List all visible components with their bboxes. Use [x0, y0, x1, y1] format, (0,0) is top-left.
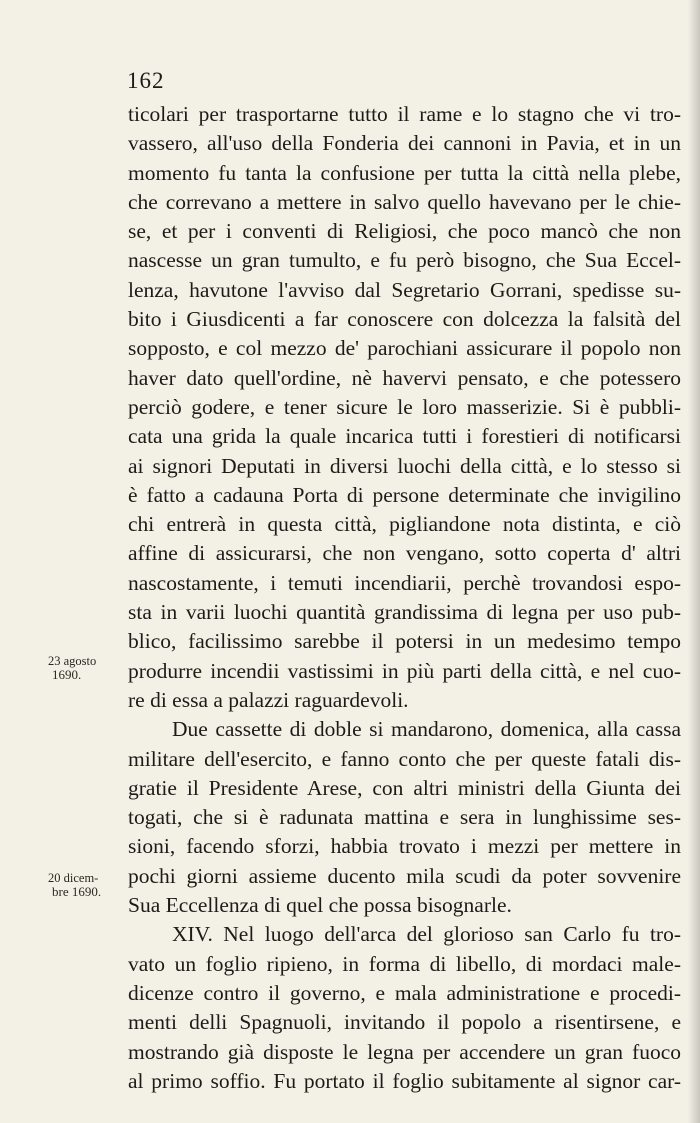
- text-line: nascesse un gran tumulto, e fu però bisogno, che Sua Eccel-: [128, 248, 681, 273]
- text-line: lenza, havutone l'avviso dal Segretario Gorrani, spedisse su-: [128, 277, 681, 302]
- paragraph-start-line: Due cassette di doble si mandarono, domenica, alla cassa: [172, 717, 681, 742]
- page-number: 162: [127, 68, 165, 93]
- text-line: ticolari per trasportarne tutto il rame e lo stagno che vi tro-: [128, 102, 681, 126]
- text-line: sopposto, e col mezzo de' parochiani assicurare il popolo non: [128, 336, 681, 361]
- text-line: sta in varii luochi quantità grandissima di legna per uso pub-: [128, 600, 681, 625]
- text-line: re di essa a palazzi raguardevoli.: [128, 687, 409, 712]
- text-line: cata una grida la quale incarica tutti i forestieri di notificarsi: [128, 424, 681, 449]
- text-line: perciò godere, e tener sicure le loro masserizie. Si è pubbli-: [128, 394, 681, 419]
- text-line: ai signori Deputati in diversi luochi della città, e lo stesso si: [128, 453, 681, 478]
- margin-note-year: bre 1690.: [52, 884, 102, 899]
- margin-note-year: 1690.: [52, 667, 82, 682]
- page-edge-shadow: [688, 0, 700, 1123]
- text-line: momento fu tanta la confusione per tutta la città nella plebe,: [128, 160, 681, 185]
- text-line: produrre incendii vastissimi in più parti della città, e nel cuo-: [128, 658, 681, 683]
- text-line: è fatto a cadauna Porta di persone determinate che invigilino: [128, 482, 681, 507]
- paragraph-start-line: XIV. Nel luogo dell'arca del glorioso san Carlo fu tro-: [172, 922, 681, 947]
- margin-note-date: [48, 872, 128, 898]
- text-line: Sua Eccellenza di quel che possa bisognarle.: [128, 893, 512, 918]
- text-line: che correvano a mettere in salvo quello havevano per le chie-: [128, 189, 681, 214]
- margin-note-date: [48, 655, 128, 681]
- text-line: sioni, facendo sforzi, habbia trovato i mezzi per mettere in: [128, 834, 681, 859]
- body-text: [128, 100, 681, 1096]
- text-line: mostrando già disposte le legna per accendere un gran fuoco: [128, 1039, 681, 1064]
- text-line: dicenze contro il governo, e mala administratione e procedi-: [128, 980, 681, 1005]
- text-line: nascostamente, i temuti incendiarii, perchè trovandosi espo-: [128, 570, 681, 595]
- text-line: gratie il Presidente Arese, con altri ministri della Giunta dei: [128, 775, 681, 800]
- text-line: blico, facilissimo sarebbe il potersi in un medesimo tempo: [128, 629, 681, 654]
- text-line: togati, che si è radunata mattina e sera in lunghissime ses-: [128, 805, 681, 830]
- text-line: al primo soffio. Fu portato il foglio subitamente al signor car-: [128, 1068, 681, 1093]
- text-line: chi entrerà in questa città, pigliandone nota distinta, e ciò: [128, 512, 681, 537]
- text-line: haver dato quell'ordine, nè havervi pensato, e che potessero: [128, 365, 681, 390]
- text-line: vassero, all'uso della Fonderia dei cannoni in Pavia, et in un: [128, 131, 681, 156]
- margin-note-day-month: 20 dicem-: [48, 871, 99, 885]
- margin-note-day-month: 23 agosto: [48, 654, 97, 668]
- text-line: se, et per i conventi di Religiosi, che poco mancò che non: [128, 219, 681, 244]
- text-line: affine di assicurarsi, che non vengano, sotto coperta d' altri: [128, 541, 681, 566]
- text-line: militare dell'esercito, e fanno conto che per queste fatali dis-: [128, 746, 681, 771]
- text-line: bito i Giusdicenti a far conoscere con dolcezza la falsità del: [128, 307, 681, 332]
- text-line: vato un foglio ripieno, in forma di libello, di mordaci male-: [128, 951, 681, 976]
- text-line: pochi giorni assieme ducento mila scudi da poter sovvenire: [128, 863, 681, 888]
- text-line: menti delli Spagnuoli, invitando il popolo a risentirsene, e: [128, 1010, 681, 1035]
